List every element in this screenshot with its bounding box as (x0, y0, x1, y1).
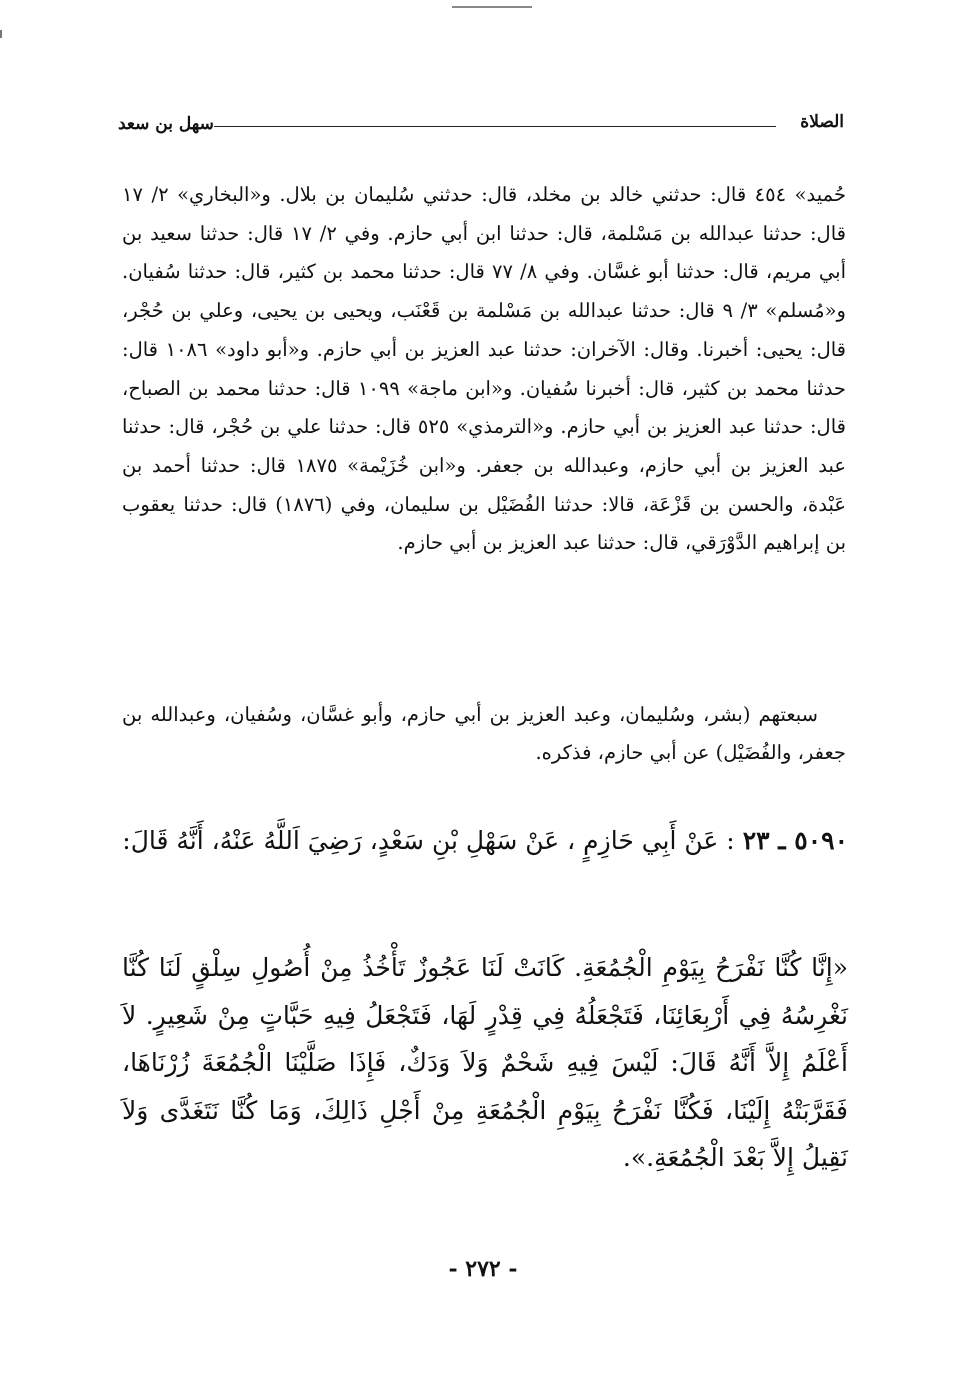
running-header (118, 112, 844, 142)
hadith-matn: «إِنَّا كُنَّا نَفْرَحُ بِيَوْمِ الْجُمُعَةِ. كَانَتْ لَنَا عَجُوزٌ تَأْخُذُ مِنْ أُصُولِ سِلْقٍ لَنَا كُنَّا نَغْرِسُهُ فِي أَرْبِعَائِنَا، فَتَجْعَلُهُ فِي قِدْرٍ لَهَا، فَتَجْعَلُ فِيهِ حَبَّاتٍ مِنْ شَعِيرٍ. لاَ أَعْلَمُ إِلاَّ أَنَّهُ قَالَ: لَيْسَ فِيهِ شَحْمٌ وَلاَ وَدَكٌ، فَإِذَا صَلَّيْنَا الْجُمُعَةَ زُرْنَاهَا، فَقَرَّبَتْهُ إِلَيْنَا، فَكُنَّا نَفْرَحُ بِيَوْمِ الْجُمُعَةِ مِنْ أَجْلِ ذَالِكَ، وَمَا كُنَّا نَتَغَدَّى وَلاَ نَقِيلُ إِلاَّ بَعْدَ الْجُمُعَةِ.». (122, 953, 848, 1172)
top-rule (452, 6, 532, 8)
summary-text: سبعتهم (بشر، وسُليمان، وعبد العزيز بن أبي حازم، وأبو غسَّان، وسُفيان، وعبدالله بن جعفر، والفُضَيْل) عن أبي حازم، فذكره. (122, 703, 846, 764)
narrator-title: سهل بن سعد (118, 114, 214, 134)
hadith-number: ٥٠٩٠ ـ ٢٣ (742, 826, 848, 855)
hadith-heading (122, 818, 848, 864)
takhrij-paragraph (122, 176, 846, 563)
scan-margin-mark (0, 30, 2, 38)
header-rule (214, 126, 776, 127)
summary-paragraph (122, 696, 846, 772)
page-number: - ٢٧٢ - (448, 1256, 518, 1282)
chapter-title: الصلاة (800, 112, 844, 132)
takhrij-text: حُميد» ٤٥٤ قال: حدثني خالد بن مخلد، قال: حدثني سُليمان بن بلال. و«البخاري» ٢/ ١٧ قال: حدثنا عبدالله بن مَسْلمة، قال: حدثنا ابن أبي حازم. وفي ٢/ ١٧ قال: حدثنا سعيد بن أبي مريم، قال: حدثنا أبو غسَّان. وفي ٨/ ٧٧ قال: حدثنا محمد بن كثير، قال: حدثنا سُفيان. و«مُسلم» ٣/ ٩ قال: حدثنا عبدالله بن مَسْلمة بن قَعْنَب، ويحيى بن يحيى، وعلي بن حُجْر، قال: يحيى: أخبرنا. وقال: الآخران: حدثنا عبد العزيز بن أبي حازم. و«أبو داود» ١٠٨٦ قال: حدثنا محمد بن كثير، قال: أخبرنا سُفيان. و«ابن ماجة» ١٠٩٩ قال: حدثنا محمد بن الصباح، قال: حدثنا عبد العزيز بن أبي حازم. و«الترمذي» ٥٢٥ قال: حدثنا علي بن حُجْر، قال: حدثنا عبد العزيز بن أبي حازم، وعبدالله بن جعفر. و«ابن خُزَيْمة» ١٨٧٥ قال: حدثنا أحمد بن عَبْدة، والحسن بن قَزْعَة، قالا: حدثنا الفُضَيْل بن سليمان، وفي (١٨٧٦) قال: حدثنا يعقوب بن إبراهيم الدَّوْرَقي، قال: حدثنا عبد العزيز بن أبي حازم. (122, 183, 847, 555)
hadith-isnad: : عَنْ أَبِي حَازِمٍ ، عَنْ سَهْلِ بْنِ سَعْدٍ، رَضِيَ اَللَّهُ عَنْهُ، أَنَّهُ قَالَ: (122, 826, 735, 855)
hadith-body (122, 944, 848, 1182)
